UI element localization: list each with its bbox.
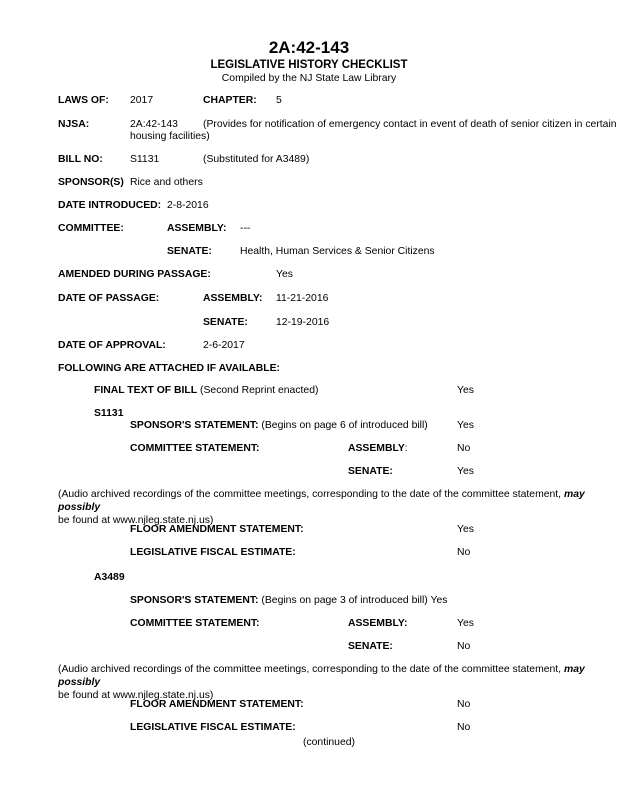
laws-of-value: 2017 (130, 95, 154, 106)
date-introduced-value: 2-8-2016 (167, 200, 209, 211)
final-text-row (94, 384, 318, 397)
s1131-audio-text: (Audio archived recordings of the committee meetings, corresponding to the date of the committee statement, (58, 489, 562, 500)
s1131-fiscal-value: No (457, 547, 471, 558)
a3489-floor-label: FLOOR AMENDMENT STATEMENT: (130, 699, 304, 710)
a3489-audio-link-line: be found at www.njleg.state.nj.us) (58, 690, 214, 701)
a3489-assembly-label: ASSEMBLY: (348, 618, 408, 629)
final-text-label: FINAL TEXT OF BILL (94, 385, 198, 396)
chapter-label: CHAPTER: (203, 95, 257, 106)
s1131-assembly-row (348, 442, 408, 455)
bill-no-note: (Substituted for A3489) (203, 154, 310, 165)
sponsor-label: SPONSOR(S) (58, 177, 124, 188)
s1131-sponsor-label: SPONSOR'S STATEMENT: (130, 420, 259, 431)
date-introduced-label: DATE INTRODUCED: (58, 200, 162, 211)
chapter-value: 5 (276, 95, 282, 106)
passage-assembly-value: 11-21-2016 (276, 293, 329, 304)
a3489-assembly-value: Yes (457, 618, 474, 629)
final-text-note: (Second Reprint enacted) (200, 385, 319, 396)
s1131-assembly-label: ASSEMBLY (348, 443, 405, 454)
a3489-floor-value: No (457, 699, 471, 710)
njsa-value: 2A:42-143 (130, 119, 178, 130)
committee-assembly-value: --- (240, 223, 251, 234)
a3489-sponsor-value: Yes (430, 595, 448, 606)
approval-label: DATE OF APPROVAL: (58, 340, 166, 351)
njsa-label: NJSA: (58, 119, 90, 130)
s1131-audio-link-line: be found at www.njleg.state.nj.us) (58, 515, 214, 526)
a3489-audio-note (58, 663, 603, 702)
attached-heading: FOLLOWING ARE ATTACHED IF AVAILABLE: (58, 363, 281, 374)
a3489-sponsor-row (130, 594, 447, 607)
s1131-assembly-value: No (457, 443, 471, 454)
page-title: 2A:42-143 (268, 38, 350, 57)
a3489-audio-emphasis: may possibly (58, 664, 585, 688)
s1131-senate-label: SENATE: (348, 466, 393, 477)
checklist-title: LEGISLATIVE HISTORY CHECKLIST (210, 59, 408, 71)
njsa-description-cont: housing facilities) (130, 131, 210, 142)
s1131-floor-label: FLOOR AMENDMENT STATEMENT: (130, 524, 304, 535)
s1131-sponsor-value: Yes (457, 420, 474, 431)
s1131-assembly-colon: : (404, 443, 408, 454)
laws-of-label: LAWS OF: (58, 95, 109, 106)
a3489-sponsor-label: SPONSOR'S STATEMENT: (130, 595, 259, 606)
bill-no-value: S1131 (130, 154, 160, 165)
a3489-audio-text: (Audio archived recordings of the committee meetings, corresponding to the date of the committee statement, (58, 664, 562, 675)
s1131-sponsor-note: (Begins on page 6 of introduced bill) (261, 420, 428, 431)
s1131-heading: S1131 (94, 408, 124, 419)
s1131-floor-value: Yes (457, 524, 474, 535)
s1131-audio-note (58, 488, 603, 527)
final-text-value: Yes (457, 385, 474, 396)
compiled-by: Compiled by the NJ State Law Library (221, 73, 397, 84)
passage-senate-label: SENATE: (203, 317, 248, 328)
a3489-senate-value: No (457, 641, 471, 652)
amended-value: Yes (276, 269, 293, 280)
continued-note: (continued) (303, 737, 355, 748)
committee-senate-label: SENATE: (167, 246, 212, 257)
passage-label: DATE OF PASSAGE: (58, 293, 160, 304)
approval-value: 2-6-2017 (203, 340, 245, 351)
njsa-description: (Provides for notification of emergency contact in event of death of senior citizen in certain (203, 119, 617, 130)
s1131-committee-label: COMMITTEE STATEMENT: (130, 443, 260, 454)
s1131-senate-value: Yes (457, 466, 474, 477)
a3489-senate-label: SENATE: (348, 641, 393, 652)
s1131-audio-emphasis: may possibly (58, 489, 585, 513)
s1131-sponsor-row (130, 419, 428, 432)
a3489-fiscal-label: LEGISLATIVE FISCAL ESTIMATE: (130, 722, 296, 733)
bill-no-label: BILL NO: (58, 154, 103, 165)
a3489-committee-label: COMMITTEE STATEMENT: (130, 618, 260, 629)
s1131-fiscal-label: LEGISLATIVE FISCAL ESTIMATE: (130, 547, 296, 558)
a3489-heading: A3489 (94, 572, 125, 583)
passage-assembly-label: ASSEMBLY: (203, 293, 263, 304)
amended-label: AMENDED DURING PASSAGE: (58, 269, 211, 280)
committee-assembly-label: ASSEMBLY: (167, 223, 227, 234)
a3489-sponsor-note: (Begins on page 3 of introduced bill) (261, 595, 428, 606)
passage-senate-value: 12-19-2016 (276, 317, 330, 328)
a3489-fiscal-value: No (457, 722, 471, 733)
committee-label: COMMITTEE: (58, 223, 124, 234)
committee-senate-value: Health, Human Services & Senior Citizens (240, 246, 435, 257)
sponsor-value: Rice and others (130, 177, 203, 188)
